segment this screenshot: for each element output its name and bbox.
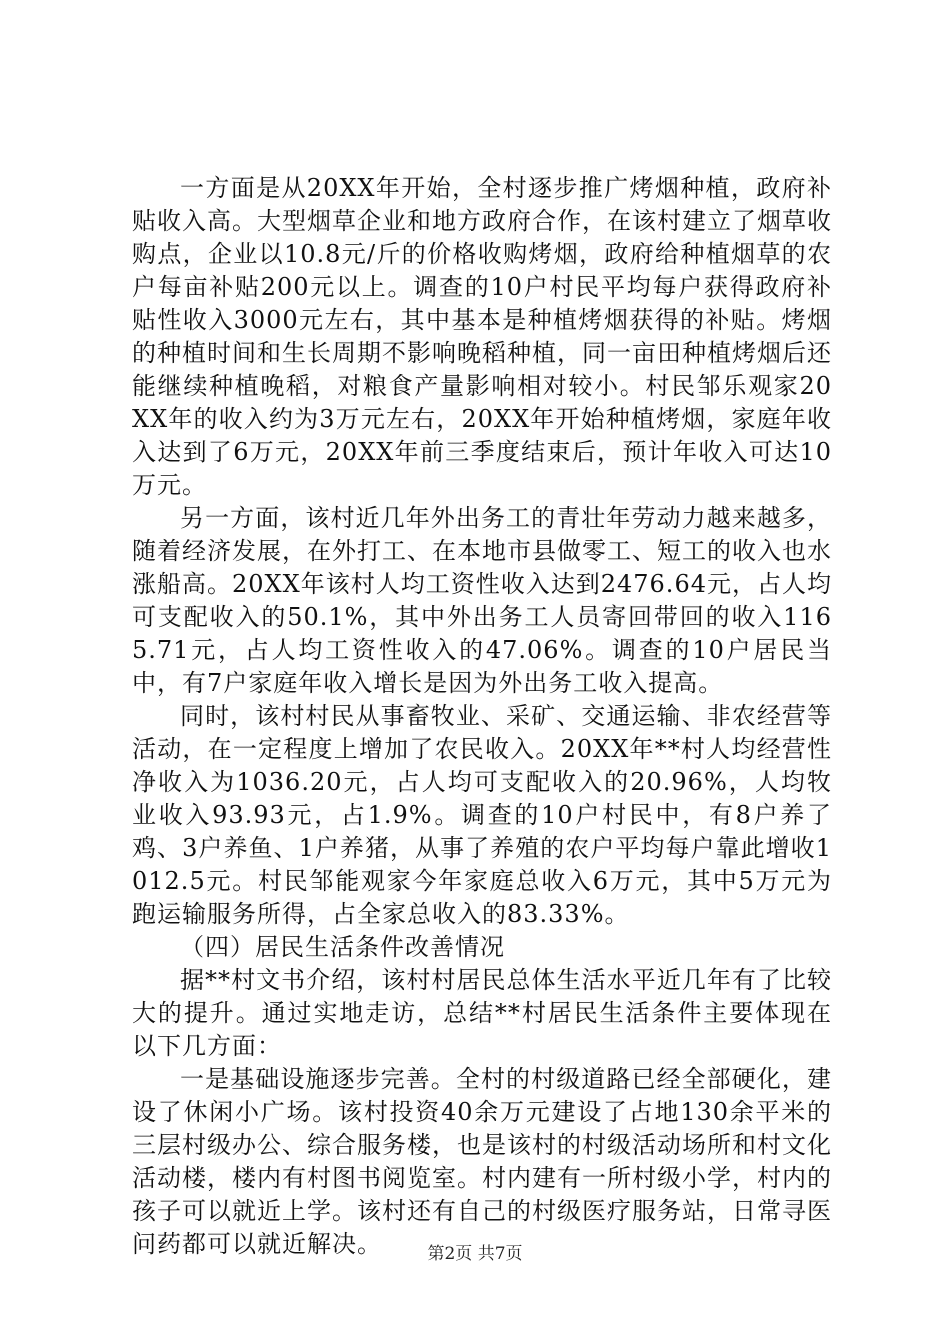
paragraph-tobacco-subsidy: 一方面是从20XX年开始，全村逐步推广烤烟种植，政府补贴收入高。大型烟草企业和地方政府合作，在该村建立了烟草收购点，企业以10.8元/斤的价格收购烤烟，政府给种植烟草的农户每亩补贴200元以上。调查的10户村民平均每户获得政府补贴性收入3000元左右，其中基本是种植烤烟获得的补贴。烤烟的种植时间和生长周期不影响晚稻种植，同一亩田种植烤烟后还能继续种植晚稻，对粮食产量影响相对较小。村民邹乐观家20XX年的收入约为3万元左右，20XX年开始种植烤烟，家庭年收入达到了6万元，20XX年前三季度结束后，预计年收入可达10万元。 xyxy=(132,174,832,499)
paragraph-business-income: 同时，该村村民从事畜牧业、采矿、交通运输、非农经营等活动，在一定程度上增加了农民收入。20XX年**村人均经营性净收入为1036.20元，占人均可支配收入的20.96%，人均牧业收入93.93元，占1.9%。调查的10户村民中，有8户养了鸡、3户养鱼、1户养猪，从事了养殖的农户平均每户靠此增收1012.5元。村民邹能观家今年家庭总收入6万元，其中5万元为跑运输服务所得，占全家总收入的83.33%。 xyxy=(132,702,832,928)
page-footer: 第2页 共7页 xyxy=(427,1244,523,1264)
section-heading: （四）居民生活条件改善情况 xyxy=(180,933,505,961)
paragraph-migrant-work: 另一方面，该村近几年外出务工的青壮年劳动力越来越多，随着经济发展，在外打工、在本地市县做零工、短工的收入也水涨船高。20XX年该村人均工资性收入达到2476.64元，占人均可支配收入的50.1%，其中外出务工人员寄回带回的收入1165.71元，占人均工资性收入的47.06%。调查的10户居民当中，有7户家庭年收入增长是因为外出务工收入提高。 xyxy=(132,504,832,697)
paragraph-living-standard: 据**村文书介绍，该村村居民总体生活水平近几年有了比较大的提升。通过实地走访，总结**村居民生活条件主要体现在以下几方面： xyxy=(132,966,832,1060)
paragraph-infrastructure: 一是基础设施逐步完善。全村的村级道路已经全部硬化，建设了休闲小广场。该村投资40余万元建设了占地130余平米的三层村级办公、综合服务楼，也是该村的村级活动场所和村文化活动楼，楼内有村图书阅览室。村内建有一所村级小学，村内的孩子可以就近上学。该村还有自己的村级医疗服务站，日常寻医问药都可以就近解决。 xyxy=(132,1065,832,1258)
document-body xyxy=(132,172,832,1261)
